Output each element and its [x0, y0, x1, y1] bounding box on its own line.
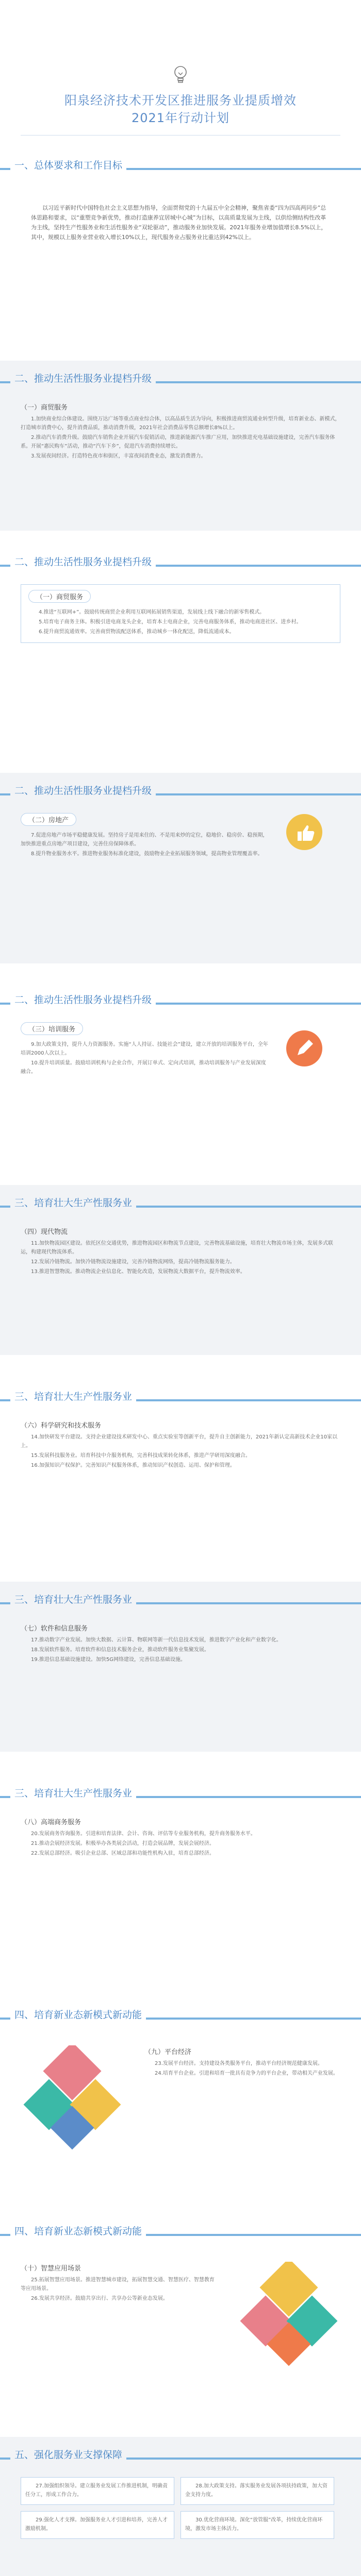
section-title: 四、培育新业态新模式新动能 [10, 2224, 146, 2238]
line-item: 18.发展软件服务。培育软件和信息技术服务企业，推动软件服务业集聚发展。 [31, 1647, 209, 1653]
content-column [144, 2040, 340, 2079]
line-item: 19.推进信息基础设施建设。加快5G网络建设，完善信息基础设施。 [31, 1657, 186, 1663]
section-title: 三、培育壮大生产性服务业 [10, 1592, 136, 1606]
subsection-title: （七）软件和信息服务 [21, 1625, 88, 1633]
line-item: 16.加强知识产权保护。完善知识产权服务体系，推动知识产权创造、运用、保护和管理。 [31, 1463, 235, 1468]
subsection-title: （九）平台经济 [144, 2048, 192, 2056]
lightbulb-icon [171, 64, 190, 85]
line-item: 2.推动汽车消费升级。鼓励汽车销售企业开展汽车促销活动，推进新能源汽车推广应用，加快推进充电基础设施建设，完善汽车服务体系。开展“惠民购车”活动，推动“汽车下乡”，促进汽车消费持续增长。 [21, 435, 335, 449]
section-heading [0, 155, 361, 182]
section-title: 二、推动生活性服务业提档升级 [10, 783, 156, 797]
subsection-pill: （一）商贸服务 [28, 590, 91, 603]
line-item: 25.拓展智慧应用场景。推进智慧城市建设，拓展智慧交通、智慧医疗、智慧教育等应用场景。 [21, 2277, 215, 2292]
line-item: 26.发展共享经济。鼓励共享出行、共享办公等新业态发展。 [31, 2296, 168, 2301]
line-item: 23.发展平台经济。支持建设各类服务平台，推动平台经济规范健康发展。 [155, 2061, 323, 2066]
section-lines [21, 831, 268, 858]
section-life-services-1 [0, 361, 361, 531]
subsection-pill: （三）培训服务 [21, 1022, 83, 1035]
line-item: 13.推进智慧物流。推动物流企业信息化、智能化改造，发展物流大数据平台，提升物流效率。 [31, 1269, 245, 1275]
line-item: 12.发展冷链物流。加快冷链物流设施建设，完善冷链物流网络，提高冷链物流服务能力。 [31, 1259, 235, 1265]
line-item: 11.加快物流园区建设。依托区位交通优势，推进物流园区和物流节点建设，完善物流基础设施，培育壮大物流市场主体，发展多式联运，构建现代物流体系。 [21, 1241, 333, 1255]
section-lines [21, 2276, 217, 2303]
section-real-estate [0, 773, 361, 963]
line-item: 10.提升培训质量。鼓励培训机构与企业合作，开展订单式、定向式培训，推动培训服务与产业发展深度融合。 [21, 1060, 266, 1075]
section-business [0, 1783, 361, 1978]
section-lines [144, 2059, 340, 2078]
line-item: 17.推动数字产业发展。加快大数据、云计算、物联网等新一代信息技术发展，推进数字产业化和产业数字化。 [31, 1637, 282, 1643]
line-item: 29.强化人才支撑。加强服务业人才引进和培养，完善人才激励机制。 [25, 2517, 168, 2532]
line-item: 14.加快研发平台建设。支持企业建设技术研发中心、重点实验室等创新平台，提升自主创新能力，2021年新认定高新技术企业10家以上。 [21, 1434, 338, 1449]
subsection-title: （六）科学研究和技术服务 [21, 1422, 102, 1430]
section-lines [21, 1433, 340, 1470]
line-item: 21.推动会展经济发展。积极举办各类展会活动，打造会展品牌，发展会展经济。 [31, 1841, 215, 1846]
section-heading [0, 368, 361, 396]
title-line-1: 阳泉经济技术开发区推进服务业提质增效 [64, 93, 297, 108]
header [0, 0, 361, 144]
section-heading [0, 2004, 361, 2032]
line-item: 22.发展总部经济。吸引企业总部、区域总部和功能性机构入驻，培育总部经济。 [31, 1851, 215, 1856]
line-item: 28.加大政策支持。落实服务业发展各项扶持政策，加大资金支持力度。 [185, 2483, 327, 2498]
section-title: 四、培育新业态新模式新动能 [10, 2007, 146, 2021]
section-logistics [0, 1185, 361, 1355]
line-item: 24.培育平台企业。引进和培育一批具有竞争力的平台企业，带动相关产业发展。 [155, 2071, 338, 2076]
section-research [0, 1386, 361, 1556]
section-platform [0, 2004, 361, 2200]
content-box [21, 584, 340, 643]
section-heading [0, 780, 361, 808]
subsection-title: （一）商贸服务 [21, 404, 68, 412]
line-item: 20.发展商务咨询服务。引进和培育法律、会计、咨询、评估等专业服务机构，提升商务服务水平。 [31, 1831, 256, 1837]
section-title: 二、推动生活性服务业提档升级 [10, 371, 156, 385]
line-item: 7.促进房地产市场平稳健康发展。坚持房子是用来住的、不是用来炒的定位，稳地价、稳房价、稳预期，加快推进重点房地产项目建设，完善住房保障体系。 [21, 833, 268, 847]
section-heading [0, 551, 361, 579]
section-paragraph: 以习近平新时代中国特色社会主义思想为指导，全面贯彻党的十九届五中全会精神，聚焦省委“四为四高两同步”总体思路和要求，以“重塑竞争新优势，推动打造康养宜居城中心城”为目标，以高质量发展为主线，以供给侧结构性改革为主线，坚持生产性服务业和生活性服务业“双轮驱动”，推动服务业加快发展。2021年服务业增加值增长8.5%以上，其中，规模以上服务业营业收入增长10%以上，现代服务业占服务业比重达到42%以上。 [31, 205, 327, 241]
line-item: 1.加快商业综合体建设。围绕万达广场等重点商业综合体，以高品质生活为导向，积极推进商贸流通业转型升级，培育新业态、新模式，打造城市消费中心，提升消费品质，推动消费升级，2021年社会消费品零售总额增长8%以上。 [21, 416, 340, 431]
content-column [21, 2257, 217, 2304]
section-lines [21, 415, 340, 461]
section-title: 五、强化服务业支撑保障 [10, 2447, 126, 2461]
section-lines [21, 1636, 340, 1664]
section-heading [0, 2221, 361, 2248]
line-item: 8.提升物业服务水平。推进物业服务标准化建设，鼓励物业企业拓展服务领域，提高物业管理覆盖率。 [31, 851, 263, 857]
line-item: 9.加大政策支持，提升人力资源服务。实施“人人持证、技能社会”建设，建立开放的培训服务平台，全年培训2000人次以上。 [21, 1042, 268, 1056]
section-title: 二、推动生活性服务业提档升级 [10, 992, 156, 1006]
content-column [21, 1022, 268, 1076]
section-title: 一、总体要求和工作目标 [10, 158, 126, 172]
section-heading [0, 1386, 361, 1414]
support-grid [21, 2477, 340, 2539]
subsection-title: （十）智慧应用场景 [21, 2265, 81, 2273]
section-lines [21, 1829, 340, 1858]
section-goals [0, 155, 361, 319]
line-item: 30.优化营商环境。深化“放管服”改革，持续优化营商环境，激发市场主体活力。 [185, 2517, 323, 2532]
section-software [0, 1582, 361, 1752]
section-heading [0, 2444, 361, 2472]
section-heading [0, 1192, 361, 1220]
thumbs-up-icon [286, 814, 322, 850]
pencil-icon [286, 1030, 322, 1066]
section-smart-scenes [0, 2221, 361, 2416]
diamond-graphic [21, 2045, 124, 2159]
line-item: 15.发展科技服务业。培育科技中介服务机构，完善科技成果转化体系，推进产学研用深度融合。 [31, 1453, 251, 1459]
line-item: 6.提升商贸流通效率。完善商贸物流配送体系，推动城乡一体化配送，降低流通成本。 [39, 629, 235, 635]
subsection-title: （八）高端商务服务 [21, 1819, 81, 1826]
support-card [21, 2477, 174, 2505]
support-card [180, 2511, 334, 2539]
line-item: 27.加强组织领导。建立服务业发展工作推进机制，明确责任分工，形成工作合力。 [25, 2483, 168, 2498]
title-line-2: 2021年行动计划 [131, 111, 230, 125]
section-life-services-2 [0, 551, 361, 737]
page-title [0, 92, 361, 127]
line-item: 4.推进“互联网+”。鼓励传统商贸企业利用互联网拓展销售渠道，发展线上线下融合的新零售模式。 [39, 609, 265, 615]
section-support [0, 2437, 361, 2576]
section-heading [0, 1783, 361, 1810]
section-lines [21, 1239, 340, 1276]
support-card [21, 2511, 174, 2539]
section-title: 三、培育壮大生产性服务业 [10, 1786, 136, 1800]
content-column [21, 813, 268, 858]
line-item: 3.发展夜间经济。打造特色夜市和街区，丰富夜间消费业态，激发消费潜力。 [31, 453, 206, 459]
support-card [180, 2477, 334, 2505]
section-lines [21, 1040, 268, 1076]
section-lines [28, 608, 333, 636]
section-heading [0, 989, 361, 1017]
section-title: 三、培育壮大生产性服务业 [10, 1195, 136, 1209]
section-heading [0, 1589, 361, 1617]
section-training [0, 989, 361, 1159]
subsection-pill: （二）房地产 [21, 813, 76, 826]
subsection-title: （四）现代物流 [21, 1228, 68, 1236]
line-item: 5.培育电子商务主体。积极引进电商龙头企业，培育本土电商企业，完善电商服务体系，推动电商进社区、进乡村。 [39, 619, 302, 625]
section-title: 二、推动生活性服务业提档升级 [10, 554, 156, 568]
diamond-graphic [237, 2262, 340, 2375]
section-title: 三、培育壮大生产性服务业 [10, 1389, 136, 1403]
